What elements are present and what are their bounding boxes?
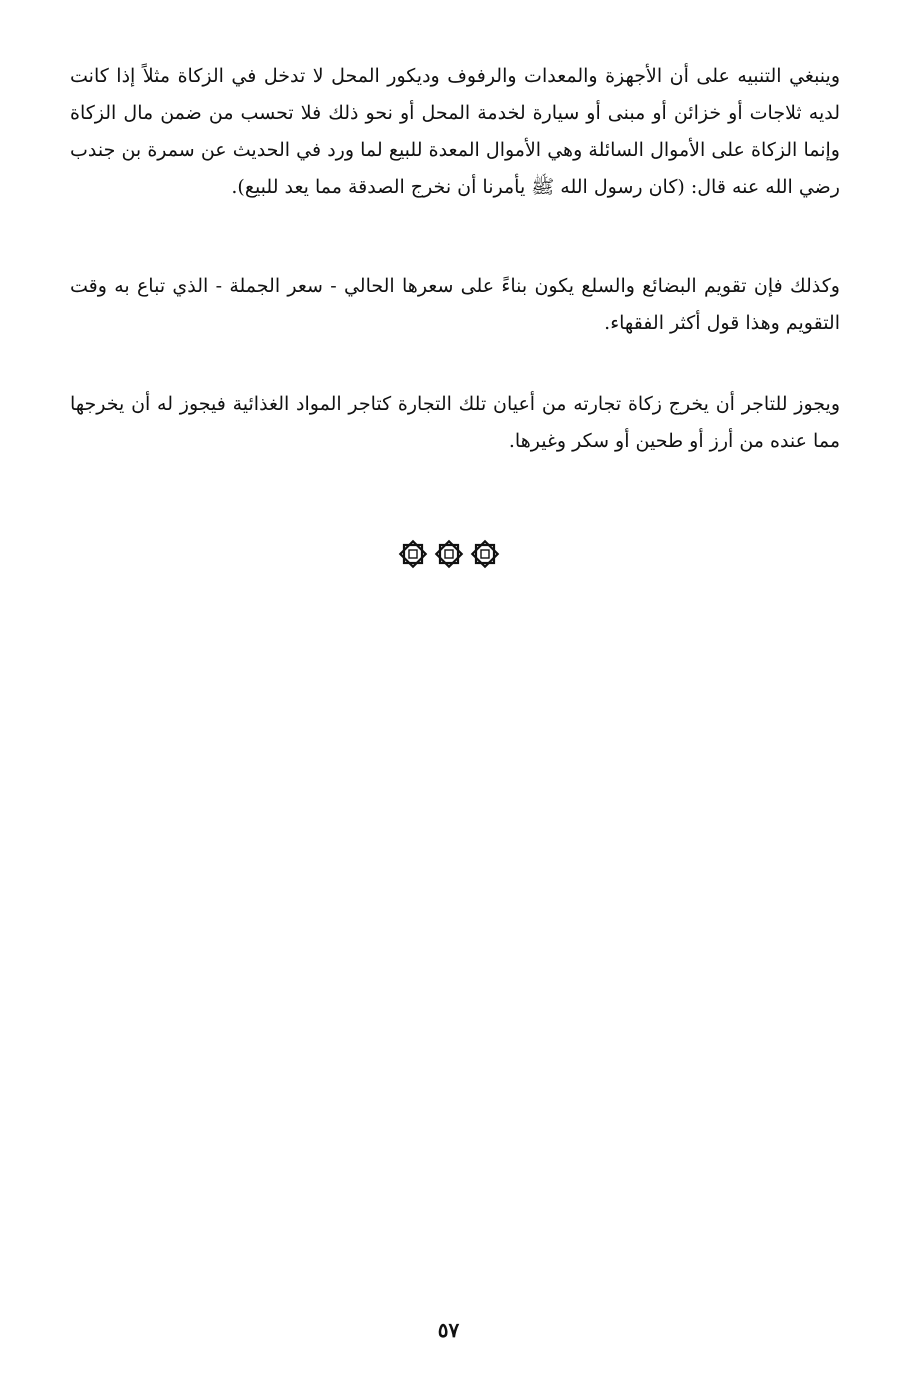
paragraph-zakat-equipment xyxy=(70,58,840,206)
page-number: ٥٧ xyxy=(437,1318,460,1342)
eight-point-star-ornament-icon xyxy=(396,536,430,572)
paragraph-text: وينبغي التنبيه على أن الأجهزة والمعدات والرفوف وديكور المحل لا تدخل في الزكاة مثلاً إذا كانت لديه ثلاجات أو خزائن أو مبنى أو سيارة لخدمة المحل أو نحو ذلك فلا تحسب من ضمن مال الزكاة وإنما الزكاة على الأموال السائلة وهي الأموال المعدة للبيع لما ورد في الحديث عن سمرة بن جندب رضي الله عنه قال: (كان رسول الله ﷺ يأمرنا أن نخرج الصدقة مما يعد للبيع). xyxy=(70,65,840,198)
paragraph-text: وكذلك فإن تقويم البضائع والسلع يكون بناءً على سعرها الحالي - سعر الجملة - الذي تباع به وقت التقويم وهذا قول أكثر الفقهاء. xyxy=(70,275,840,334)
section-end-ornament xyxy=(0,536,897,576)
paragraph-paying-in-kind xyxy=(70,386,840,460)
paragraph-text: ويجوز للتاجر أن يخرج زكاة تجارته من أعيان تلك التجارة كتاجر المواد الغذائية فيجوز له أن يخرجها مما عنده من أرز أو طحين أو سكر وغيرها. xyxy=(70,393,840,452)
eight-point-star-ornament-icon xyxy=(432,536,466,572)
eight-point-star-ornament-icon xyxy=(468,536,502,572)
paragraph-goods-valuation xyxy=(70,268,840,342)
